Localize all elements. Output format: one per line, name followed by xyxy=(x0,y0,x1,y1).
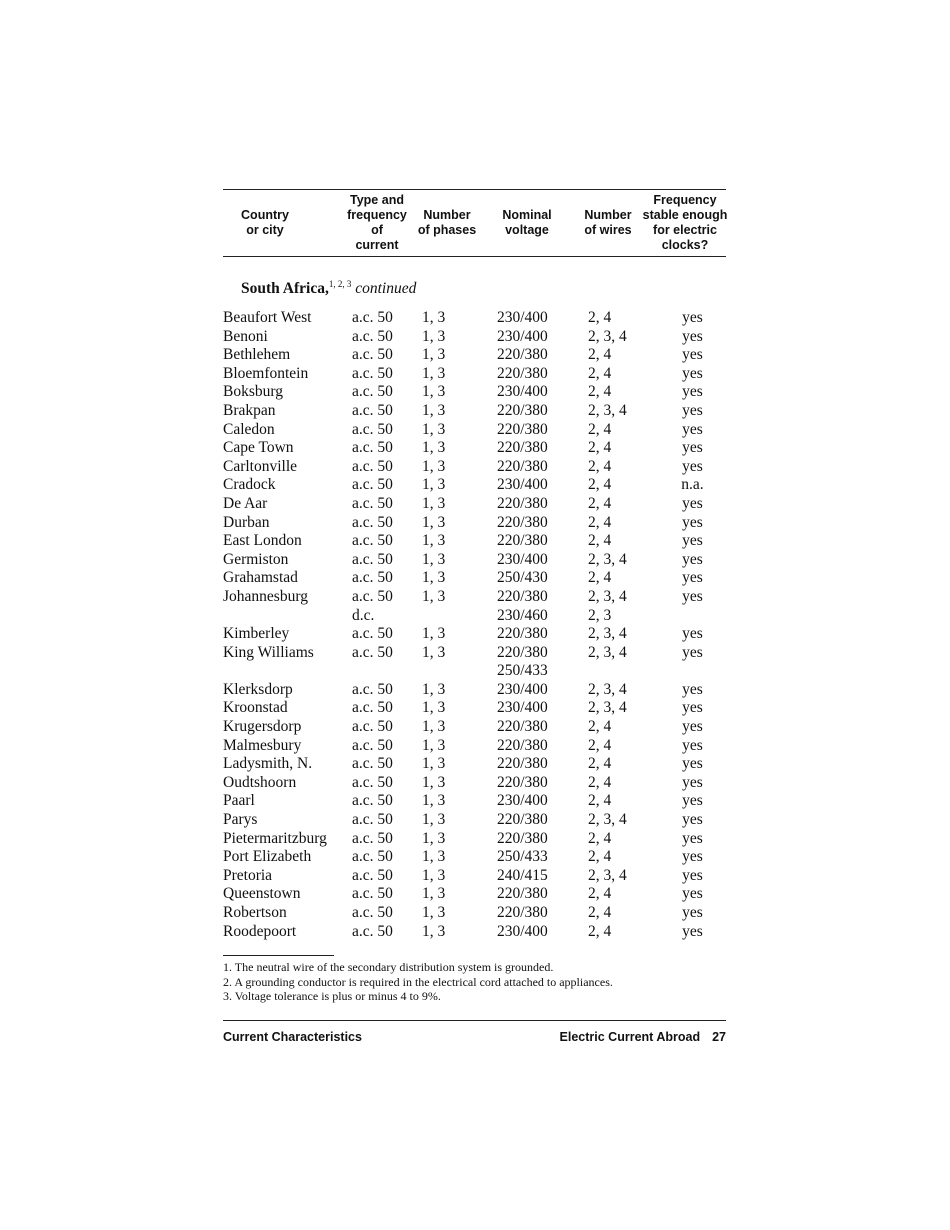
cell-wires: 2, 3, 4 xyxy=(588,401,627,419)
cell-wires: 2, 4 xyxy=(588,309,612,326)
cell-phases: 1, 3 xyxy=(422,755,446,773)
cell-city: Pretoria xyxy=(223,866,273,884)
cell-type: a.c. 50 xyxy=(352,699,393,717)
cell-clocks: yes xyxy=(682,755,703,773)
cell-phases: 1, 3 xyxy=(422,922,446,940)
cell-city xyxy=(223,607,352,626)
cell-phases: 1, 3 xyxy=(422,792,446,810)
cell-city: Pietermaritzburg xyxy=(223,829,327,847)
cell-wires: 2, 4 xyxy=(588,718,612,736)
cell-clocks: yes xyxy=(682,792,703,810)
cell-city: Parys xyxy=(223,811,258,829)
cell-phases: 1, 3 xyxy=(422,346,446,364)
table-row xyxy=(223,625,726,644)
cell-type: a.c. 50 xyxy=(352,587,393,605)
cell-phases: 1, 3 xyxy=(422,718,446,736)
cell-type: a.c. 50 xyxy=(352,922,393,940)
cell-city: King Williams xyxy=(223,643,314,661)
cell-phases: 1, 3 xyxy=(422,885,446,903)
section-suffix: continued xyxy=(355,280,417,297)
table-row xyxy=(223,904,726,923)
cell-wires: 2, 3, 4 xyxy=(588,550,627,568)
cell-phases: 1, 3 xyxy=(422,494,446,512)
cell-wires: 2, 4 xyxy=(588,476,612,494)
table-row xyxy=(223,569,726,588)
cell-phases: 1, 3 xyxy=(422,327,446,345)
cell-clocks xyxy=(659,662,726,681)
cell-voltage: 220/380 xyxy=(497,364,548,382)
cell-phases: 1, 3 xyxy=(422,736,446,754)
cell-voltage: 220/380 xyxy=(497,457,548,475)
cell-voltage: 220/380 xyxy=(497,513,548,531)
cell-type: a.c. 50 xyxy=(352,755,393,773)
cell-voltage: 230/400 xyxy=(497,922,548,940)
cell-phases: 1, 3 xyxy=(422,811,446,829)
cell-clocks xyxy=(659,607,726,626)
cell-wires: 2, 4 xyxy=(588,922,612,940)
footnotes xyxy=(223,955,726,1004)
cell-phases: 1, 3 xyxy=(422,829,446,847)
cell-wires: 2, 3, 4 xyxy=(588,327,627,345)
cell-wires: 2, 4 xyxy=(588,904,612,921)
cell-phases: 1, 3 xyxy=(422,680,446,698)
cell-voltage: 230/400 xyxy=(497,383,548,401)
cell-clocks: yes xyxy=(682,383,703,401)
cell-voltage: 220/380 xyxy=(497,811,548,829)
table-row xyxy=(223,532,726,551)
cell-type: d.c. xyxy=(352,606,375,624)
cell-type: a.c. 50 xyxy=(352,327,393,345)
cell-type: a.c. 50 xyxy=(352,364,393,382)
footer-section-title: Current Characteristics xyxy=(223,1030,362,1044)
cell-wires: 2, 3, 4 xyxy=(588,680,627,698)
table-row xyxy=(223,588,726,607)
cell-wires: 2, 3, 4 xyxy=(588,643,627,661)
table-row xyxy=(223,792,726,811)
table-row xyxy=(223,607,726,626)
table-row xyxy=(223,718,726,737)
header-wires: Number of wires xyxy=(584,208,632,237)
table-row xyxy=(223,328,726,347)
cell-wires: 2, 4 xyxy=(588,364,612,382)
cell-city: Ladysmith, N. xyxy=(223,755,313,773)
cell-type: a.c. 50 xyxy=(352,457,393,475)
cell-phases: 1, 3 xyxy=(422,866,446,884)
header-voltage: Nominal voltage xyxy=(502,208,552,237)
cell-wires: 2, 4 xyxy=(588,755,612,773)
cell-type: a.c. 50 xyxy=(352,346,393,364)
cell-phases: 1, 3 xyxy=(422,904,446,921)
data-table xyxy=(223,309,726,941)
table-row xyxy=(223,309,726,328)
cell-type: a.c. 50 xyxy=(352,792,393,810)
table-row xyxy=(223,346,726,365)
cell-type: a.c. 50 xyxy=(352,680,393,698)
cell-city: Oudtshoorn xyxy=(223,773,297,791)
cell-voltage: 220/380 xyxy=(497,346,548,364)
cell-wires: 2, 4 xyxy=(588,773,612,791)
table-header xyxy=(223,189,726,257)
table-row xyxy=(223,774,726,793)
cell-wires: 2, 4 xyxy=(588,383,612,401)
cell-type: a.c. 50 xyxy=(352,848,393,866)
header-clocks: Frequency stable enough for electric clocks? xyxy=(642,193,728,252)
cell-city: Brakpan xyxy=(223,401,276,419)
cell-phases: 1, 3 xyxy=(422,401,446,419)
cell-wires: 2, 4 xyxy=(588,848,612,866)
section-notes-ref: 1, 2, 3 xyxy=(328,279,352,289)
cell-wires: 2, 3 xyxy=(588,606,612,624)
cell-wires: 2, 4 xyxy=(588,532,612,550)
cell-city: Germiston xyxy=(223,550,289,568)
cell-phases: 1, 3 xyxy=(422,848,446,866)
cell-type: a.c. 50 xyxy=(352,309,393,326)
cell-clocks: yes xyxy=(682,773,703,791)
header-phases: Number of phases xyxy=(417,208,477,237)
cell-voltage: 220/380 xyxy=(497,420,548,438)
cell-wires: 2, 4 xyxy=(588,439,612,457)
table-row xyxy=(223,681,726,700)
cell-phases: 1, 3 xyxy=(422,364,446,382)
table-row xyxy=(223,867,726,886)
cell-type: a.c. 50 xyxy=(352,532,393,550)
cell-type: a.c. 50 xyxy=(352,439,393,457)
cell-clocks: yes xyxy=(682,439,703,457)
cell-phases: 1, 3 xyxy=(422,625,446,643)
cell-clocks: yes xyxy=(682,457,703,475)
cell-voltage: 220/380 xyxy=(497,755,548,773)
cell-phases xyxy=(422,607,497,626)
cell-clocks: yes xyxy=(682,494,703,512)
cell-clocks: yes xyxy=(682,364,703,382)
cell-wires: 2, 4 xyxy=(588,457,612,475)
table-row xyxy=(223,402,726,421)
cell-city: Robertson xyxy=(223,904,287,921)
cell-voltage: 220/380 xyxy=(497,587,548,605)
cell-clocks: yes xyxy=(682,513,703,531)
cell-type: a.c. 50 xyxy=(352,736,393,754)
table-page xyxy=(223,189,726,941)
cell-phases: 1, 3 xyxy=(422,383,446,401)
table-row xyxy=(223,885,726,904)
cell-city: Kroonstad xyxy=(223,699,288,717)
cell-wires: 2, 3, 4 xyxy=(588,587,627,605)
cell-clocks: yes xyxy=(682,346,703,364)
table-row xyxy=(223,699,726,718)
table-row xyxy=(223,551,726,570)
cell-phases: 1, 3 xyxy=(422,550,446,568)
cell-type: a.c. 50 xyxy=(352,550,393,568)
cell-wires: 2, 4 xyxy=(588,346,612,364)
cell-wires: 2, 3, 4 xyxy=(588,699,627,717)
cell-voltage: 230/400 xyxy=(497,792,548,810)
cell-wires: 2, 4 xyxy=(588,792,612,810)
cell-clocks: yes xyxy=(682,643,703,661)
cell-clocks: yes xyxy=(682,885,703,903)
table-row xyxy=(223,848,726,867)
cell-voltage: 230/400 xyxy=(497,699,548,717)
cell-city: Kimberley xyxy=(223,625,290,643)
cell-wires: 2, 3, 4 xyxy=(588,866,627,884)
cell-type xyxy=(352,662,422,681)
page-footer xyxy=(223,1020,726,1044)
cell-phases: 1, 3 xyxy=(422,457,446,475)
table-row xyxy=(223,923,726,942)
cell-wires: 2, 4 xyxy=(588,569,612,587)
cell-clocks: yes xyxy=(682,625,703,643)
cell-voltage: 220/380 xyxy=(497,401,548,419)
cell-type: a.c. 50 xyxy=(352,829,393,847)
cell-voltage: 230/400 xyxy=(497,680,548,698)
cell-type: a.c. 50 xyxy=(352,476,393,494)
cell-type: a.c. 50 xyxy=(352,885,393,903)
cell-voltage: 220/380 xyxy=(497,904,548,921)
table-row xyxy=(223,439,726,458)
cell-clocks: yes xyxy=(682,309,703,326)
cell-voltage: 250/433 xyxy=(497,662,548,680)
footer-right xyxy=(560,1030,726,1044)
footnote-1: 1. The neutral wire of the secondary distribution system is grounded. xyxy=(223,960,554,974)
cell-voltage: 230/400 xyxy=(497,476,548,494)
cell-city: Carltonville xyxy=(223,457,298,475)
cell-clocks: yes xyxy=(682,680,703,698)
page-number: 27 xyxy=(712,1030,726,1044)
cell-type: a.c. 50 xyxy=(352,420,393,438)
cell-clocks: yes xyxy=(682,327,703,345)
cell-phases: 1, 3 xyxy=(422,773,446,791)
cell-voltage: 220/380 xyxy=(497,885,548,903)
table-row xyxy=(223,476,726,495)
cell-phases: 1, 3 xyxy=(422,643,446,661)
cell-city: De Aar xyxy=(223,494,268,512)
table-row xyxy=(223,830,726,849)
cell-clocks: yes xyxy=(682,829,703,847)
cell-voltage: 250/433 xyxy=(497,848,548,866)
cell-wires: 2, 3, 4 xyxy=(588,625,627,643)
cell-wires xyxy=(588,662,659,681)
cell-phases: 1, 3 xyxy=(422,532,446,550)
cell-city: Klerksdorp xyxy=(223,680,293,698)
cell-voltage: 240/415 xyxy=(497,866,548,884)
table-row xyxy=(223,514,726,533)
cell-type: a.c. 50 xyxy=(352,773,393,791)
cell-clocks: n.a. xyxy=(681,476,704,494)
cell-clocks: yes xyxy=(682,736,703,754)
cell-phases: 1, 3 xyxy=(422,699,446,717)
cell-clocks: yes xyxy=(682,699,703,717)
cell-phases: 1, 3 xyxy=(422,476,446,494)
cell-type: a.c. 50 xyxy=(352,494,393,512)
header-country: Country or city xyxy=(241,208,289,237)
cell-wires: 2, 4 xyxy=(588,885,612,903)
table-row xyxy=(223,383,726,402)
cell-type: a.c. 50 xyxy=(352,401,393,419)
cell-city xyxy=(223,662,352,681)
cell-voltage: 230/400 xyxy=(497,550,548,568)
cell-phases: 1, 3 xyxy=(422,569,446,587)
cell-clocks: yes xyxy=(682,569,703,587)
cell-voltage: 220/380 xyxy=(497,643,548,661)
cell-voltage: 230/460 xyxy=(497,606,548,624)
cell-voltage: 220/380 xyxy=(497,532,548,550)
cell-city: Johannesburg xyxy=(223,587,308,605)
table-row xyxy=(223,458,726,477)
cell-clocks: yes xyxy=(682,550,703,568)
cell-city: Beaufort West xyxy=(223,309,312,326)
cell-city: Benoni xyxy=(223,327,268,345)
section-country: South Africa, xyxy=(241,280,329,297)
cell-phases: 1, 3 xyxy=(422,587,446,605)
cell-clocks: yes xyxy=(682,811,703,829)
cell-city: Grahamstad xyxy=(223,569,298,587)
cell-type: a.c. 50 xyxy=(352,866,393,884)
cell-clocks: yes xyxy=(682,420,703,438)
cell-city: Roodepoort xyxy=(223,922,297,940)
cell-phases: 1, 3 xyxy=(422,439,446,457)
cell-wires: 2, 3, 4 xyxy=(588,811,627,829)
cell-city: Paarl xyxy=(223,792,255,810)
cell-clocks: yes xyxy=(682,532,703,550)
cell-voltage: 220/380 xyxy=(497,625,548,643)
cell-voltage: 220/380 xyxy=(497,773,548,791)
cell-phases: 1, 3 xyxy=(422,309,446,326)
cell-city: Bloemfontein xyxy=(223,364,309,382)
cell-type: a.c. 50 xyxy=(352,718,393,736)
cell-voltage: 250/430 xyxy=(497,569,548,587)
cell-wires: 2, 4 xyxy=(588,513,612,531)
table-row xyxy=(223,755,726,774)
header-type-frequency: Type and frequency of current xyxy=(347,193,407,252)
cell-voltage: 230/400 xyxy=(497,309,548,326)
cell-voltage: 220/380 xyxy=(497,494,548,512)
cell-city: Krugersdorp xyxy=(223,718,302,736)
cell-wires: 2, 4 xyxy=(588,494,612,512)
cell-clocks: yes xyxy=(682,401,703,419)
footnote-2: 2. A grounding conductor is required in the electrical cord attached to appliances. xyxy=(223,974,613,989)
cell-city: East London xyxy=(223,532,302,550)
cell-voltage: 230/400 xyxy=(497,327,548,345)
cell-clocks: yes xyxy=(682,718,703,736)
cell-wires: 2, 4 xyxy=(588,829,612,847)
cell-wires: 2, 4 xyxy=(588,736,612,754)
cell-voltage: 220/380 xyxy=(497,718,548,736)
cell-type: a.c. 50 xyxy=(352,513,393,531)
cell-voltage: 220/380 xyxy=(497,439,548,457)
cell-city: Bethlehem xyxy=(223,346,291,364)
cell-city: Cape Town xyxy=(223,439,294,457)
cell-type: a.c. 50 xyxy=(352,811,393,829)
cell-clocks: yes xyxy=(682,866,703,884)
cell-city: Boksburg xyxy=(223,383,284,401)
section-heading xyxy=(223,279,726,303)
cell-phases: 1, 3 xyxy=(422,513,446,531)
cell-clocks: yes xyxy=(682,587,703,605)
cell-clocks: yes xyxy=(682,922,703,940)
cell-type: a.c. 50 xyxy=(352,625,393,643)
cell-type: a.c. 50 xyxy=(352,904,393,921)
cell-city: Port Elizabeth xyxy=(223,848,312,866)
cell-city: Cradock xyxy=(223,476,276,494)
footnote-3: 3. Voltage tolerance is plus or minus 4 to 9%. xyxy=(223,989,441,1004)
table-row xyxy=(223,644,726,663)
cell-type: a.c. 50 xyxy=(352,383,393,401)
cell-city: Caledon xyxy=(223,420,275,438)
cell-type: a.c. 50 xyxy=(352,569,393,587)
cell-voltage: 220/380 xyxy=(497,736,548,754)
cell-phases: 1, 3 xyxy=(422,420,446,438)
table-row xyxy=(223,365,726,384)
cell-wires: 2, 4 xyxy=(588,420,612,438)
cell-type: a.c. 50 xyxy=(352,643,393,661)
cell-phases xyxy=(422,662,497,681)
cell-voltage: 220/380 xyxy=(497,829,548,847)
table-row xyxy=(223,495,726,514)
footer-book-title: Electric Current Abroad xyxy=(559,1030,701,1044)
cell-clocks: yes xyxy=(682,848,703,866)
table-row xyxy=(223,737,726,756)
table-row xyxy=(223,662,726,681)
table-row xyxy=(223,811,726,830)
table-row xyxy=(223,421,726,440)
cell-city: Durban xyxy=(223,513,270,531)
cell-city: Queenstown xyxy=(223,885,301,903)
cell-clocks: yes xyxy=(682,904,703,921)
cell-city: Malmesbury xyxy=(223,736,302,754)
